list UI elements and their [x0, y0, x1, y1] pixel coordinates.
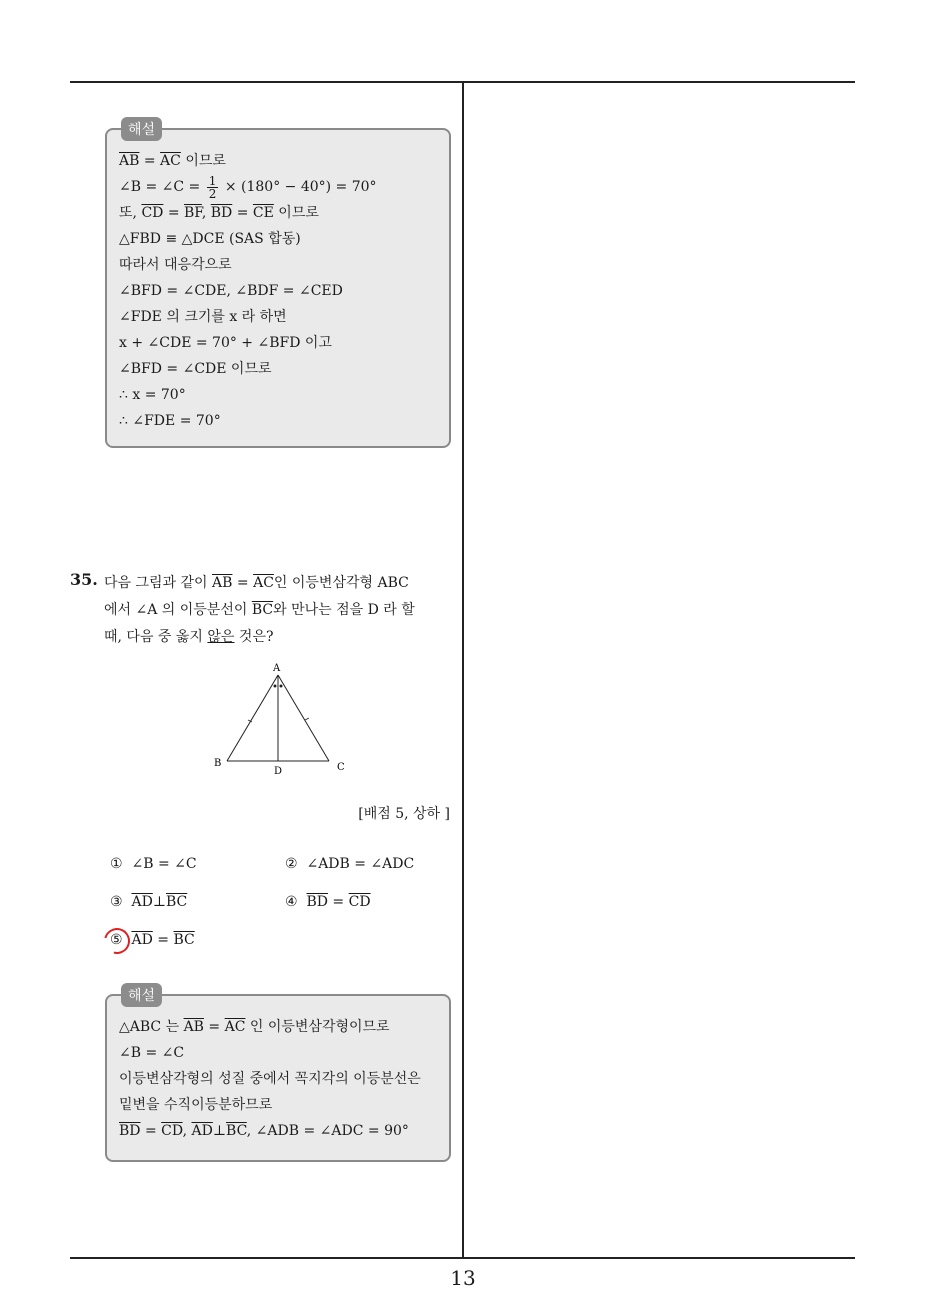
- solution-box-1: [105, 122, 451, 448]
- text: 다음 그림과 같이: [104, 575, 213, 591]
- text: , ∠ADB = ∠ADC = 90°: [246, 1123, 409, 1139]
- question-text: [104, 570, 444, 651]
- segment-bf: $\overline{BF}$: [184, 205, 202, 221]
- solution-line: [119, 174, 439, 200]
- solution-tag: 해설: [121, 983, 162, 1007]
- column-divider: [462, 83, 464, 1258]
- segment-ad: $\overline{AD}$: [191, 1123, 213, 1139]
- text: 때, 다음 중 옳지: [104, 629, 208, 645]
- segment-ac: $\overline{AC}$: [253, 575, 274, 591]
- solution-lines: [119, 148, 439, 434]
- segment-ab: $\overline{AB}$: [212, 575, 233, 591]
- text: ,: [182, 1123, 192, 1139]
- equals: =: [232, 205, 253, 221]
- question-line: [104, 597, 444, 624]
- solution-line: △FBD ≡ △DCE (SAS 합동): [119, 231, 301, 247]
- segment-ad: $\overline{AD}$: [131, 894, 153, 910]
- choice-text: ∠ADB = ∠ADC: [306, 856, 415, 872]
- segment-bc: $\overline{BC}$: [226, 1123, 247, 1139]
- angle-mark-dot: [274, 685, 277, 688]
- equals: =: [232, 575, 254, 591]
- solution-line: 이등변삼각형의 성질 중에서 꼭지각의 이등분선은: [119, 1071, 421, 1087]
- segment-ab: $\overline{AB}$: [119, 153, 140, 169]
- perp-symbol: ⊥: [212, 1123, 227, 1139]
- segment-ce: $\overline{CE}$: [252, 205, 274, 221]
- solution-line: [119, 1118, 439, 1144]
- choice-text: ∠B = ∠C: [131, 856, 197, 872]
- perp-symbol: ⊥: [152, 894, 166, 910]
- segment-ad: $\overline{AD}$: [131, 932, 153, 948]
- choice-number: ③: [110, 894, 123, 910]
- choice-1[interactable]: [110, 856, 197, 872]
- tick-mark: [305, 718, 309, 720]
- equals: =: [203, 1019, 225, 1035]
- text: 이므로: [273, 205, 319, 221]
- question-line: [104, 570, 444, 597]
- segment-bc: $\overline{BC}$: [173, 932, 195, 948]
- segment-bd: $\overline{BD}$: [119, 1123, 141, 1139]
- solution-line: [119, 200, 439, 226]
- label-a: A: [273, 663, 281, 674]
- choice-4[interactable]: [285, 894, 371, 910]
- equals: =: [163, 205, 185, 221]
- choice-number: ④: [285, 894, 298, 910]
- fraction-denominator: 2: [208, 186, 217, 201]
- text: △ABC 는: [119, 1019, 184, 1035]
- solution-line: ∠BFD = ∠CDE, ∠BDF = ∠CED: [119, 283, 343, 299]
- label-c: C: [337, 762, 345, 773]
- label-d: D: [274, 766, 283, 777]
- solution-line: x + ∠CDE = 70° + ∠BFD 이고: [119, 335, 332, 351]
- segment-bd: $\overline{BD}$: [306, 894, 328, 910]
- side-ab: [227, 675, 278, 761]
- solution-line: ∴ x = 70°: [119, 387, 186, 403]
- text: 이므로: [180, 153, 226, 169]
- equals: =: [327, 894, 349, 910]
- underlined-text: 않은: [207, 629, 235, 645]
- angle-eq: ∠B = ∠C =: [119, 179, 201, 195]
- fraction-numerator: 1: [208, 173, 217, 188]
- label-b: B: [214, 758, 222, 769]
- text: 또,: [119, 205, 142, 221]
- segment-ab: $\overline{AB}$: [183, 1019, 204, 1035]
- fraction: [207, 175, 219, 200]
- segment-bc: $\overline{BC}$: [165, 894, 188, 910]
- bottom-rule: [70, 1257, 855, 1259]
- angle-mark-dot: [280, 685, 283, 688]
- solution-line: 밑변을 수직이등분하므로: [119, 1097, 273, 1113]
- solution-line: ∴ ∠FDE = 70°: [119, 413, 221, 429]
- segment-bc: $\overline{BC}$: [251, 602, 274, 618]
- text: × (180° − 40°) = 70°: [224, 179, 377, 195]
- segment-cd: $\overline{CD}$: [141, 205, 164, 221]
- text: ,: [201, 205, 211, 221]
- text: 에서 ∠A 의 이등분선이: [104, 602, 252, 618]
- choice-2[interactable]: [285, 856, 414, 872]
- solution-box-2: [105, 988, 451, 1162]
- equals: =: [139, 153, 161, 169]
- text: 인 이등변삼각형이므로: [245, 1019, 390, 1035]
- segment-ac: $\overline{AC}$: [160, 153, 181, 169]
- solution-line: ∠FDE 의 크기를 x 라 하면: [119, 309, 287, 325]
- solution-line: 따라서 대응각으로: [119, 257, 232, 273]
- equals: =: [140, 1123, 162, 1139]
- question-number: 35.: [70, 570, 98, 589]
- segment-ac: $\overline{AC}$: [224, 1019, 246, 1035]
- solution-line: [119, 1014, 439, 1040]
- page-number: 13: [450, 1266, 476, 1290]
- segment-bd: $\overline{BD}$: [210, 205, 233, 221]
- side-ac: [278, 675, 329, 761]
- question-line: [104, 624, 444, 651]
- solution-tag: 해설: [121, 117, 162, 141]
- triangle-figure: [210, 660, 360, 780]
- text: 와 만나는 점을 D 라 할: [273, 602, 415, 618]
- choice-number: ⑤: [110, 932, 123, 948]
- solution-line: ∠B = ∠C: [119, 1045, 185, 1061]
- segment-cd: $\overline{CD}$: [348, 894, 371, 910]
- answer-circle-mark: [99, 923, 135, 959]
- text: 것은?: [234, 629, 274, 645]
- segment-cd: $\overline{CD}$: [161, 1123, 183, 1139]
- equals: =: [152, 932, 174, 948]
- choice-3[interactable]: [110, 894, 187, 910]
- score-label: [배점 5, 상하 ]: [358, 806, 450, 822]
- choice-number: ②: [285, 856, 298, 872]
- solution-line: [119, 148, 439, 174]
- solution-line: ∠BFD = ∠CDE 이므로: [119, 361, 272, 377]
- choice-number: ①: [110, 856, 123, 872]
- solution-lines: [119, 1014, 439, 1144]
- text: 인 이등변삼각형 ABC: [273, 575, 409, 591]
